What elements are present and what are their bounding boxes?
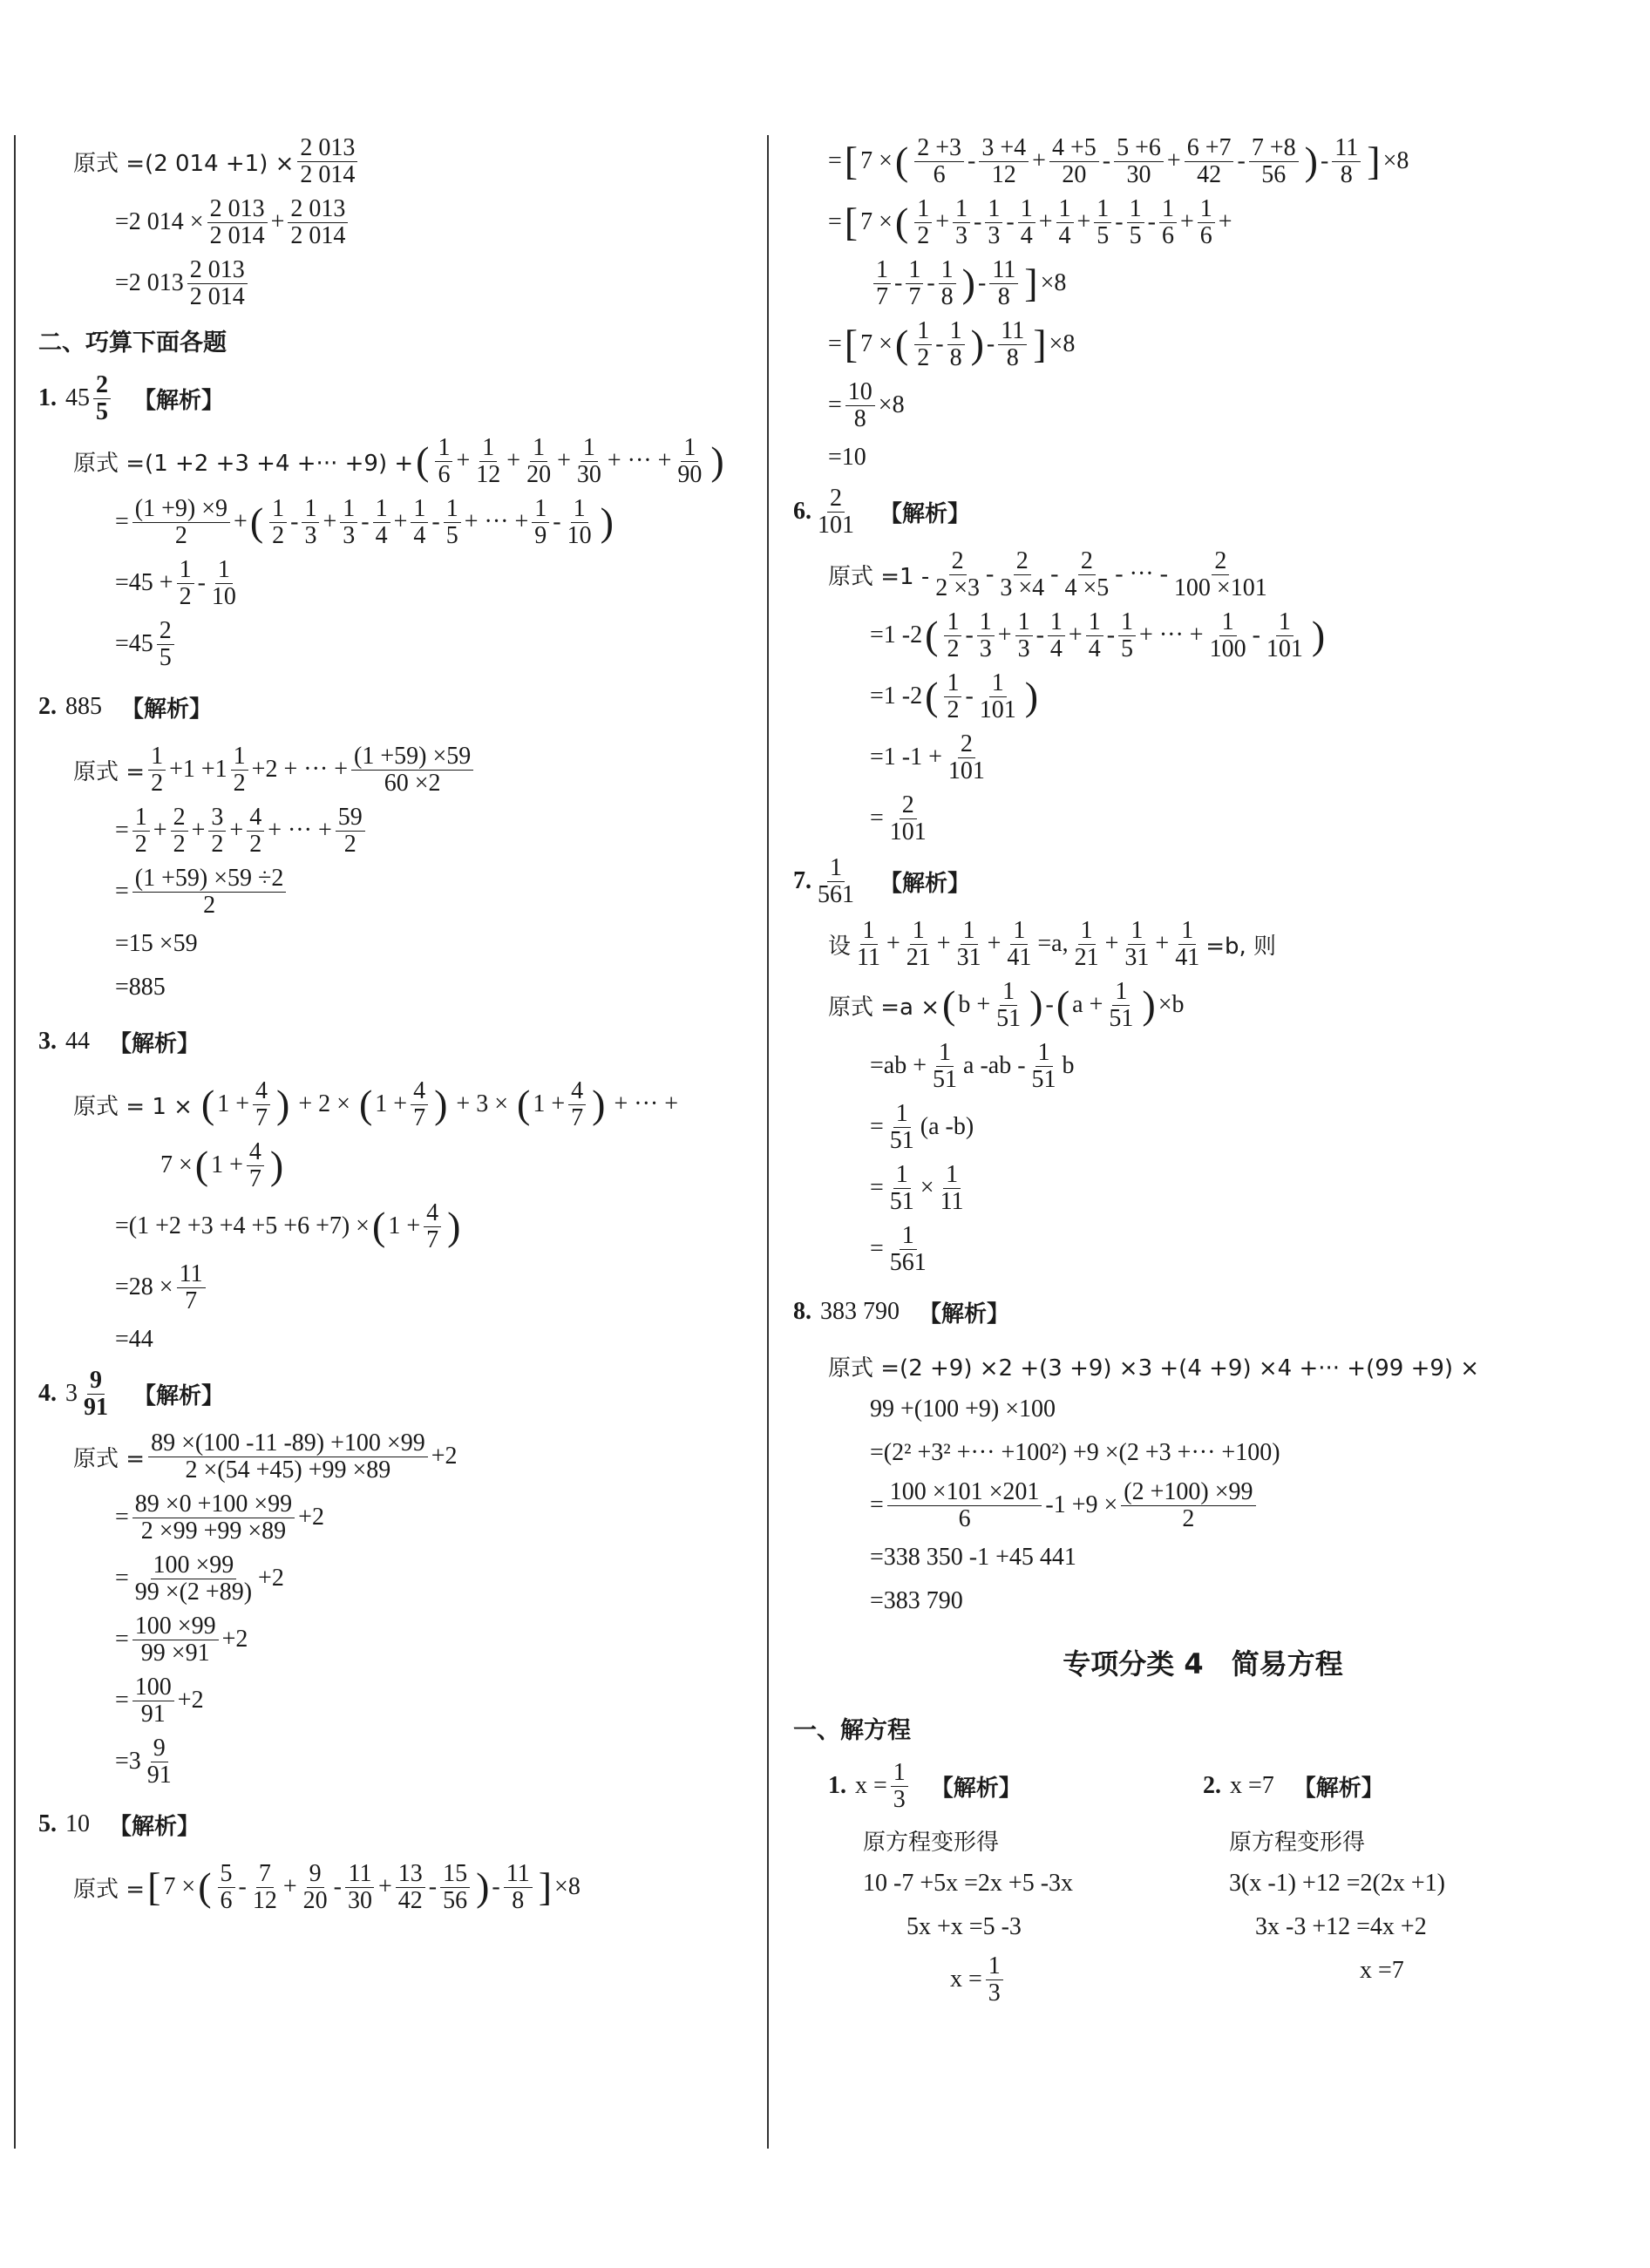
- q8-line-6: =383 790: [870, 1587, 963, 1614]
- q3-line-5: =44: [115, 1326, 153, 1353]
- q5-cont-line-4: = [ 7 × ( $\frac{1}{2}$ - $\frac{1}{8}$ ) - $\frac{11}{8}$ ] ×8: [828, 317, 1076, 371]
- q5-cont-line-6: =10: [828, 444, 866, 471]
- q6-line-5: = $\frac{2}{101}$: [870, 791, 927, 845]
- q8-line-1: 原式 =(2 +9) ×2 +(3 +9) ×3 +(4 +9) ×4 +··· +(99 +9) ×: [828, 1355, 1480, 1382]
- q2-line-3: = $\frac{(1 +59) \times 59 \div 2}{2}$: [38, 861, 753, 922]
- intro-line-2: =2 014 × $\frac{2 013}{2 014}$ + $\frac{2 013}{2 014}$: [38, 192, 753, 253]
- q3-line-1: 原式 = 1 × ( 1 + $\frac{4}{7}$ ) + 2 × ( 1 + $\frac{4}{7}$ ) + 3 × ( 1 + $\frac{4}{7}$ ) + ··· +: [73, 1077, 679, 1131]
- left-margin-line: [14, 135, 16, 2149]
- q4-line-5: = $\frac{100}{91}$ +2: [115, 1674, 204, 1728]
- q2-line-1: 原式 = $\frac{1}{2}$ +1 +1 $\frac{1}{2}$ +2 + ··· + $\frac{(1 +59) \times 59}{60 \times 2}$: [38, 739, 753, 800]
- question-4-header: 4. 3 $\frac{9}{91}$ 【解析】: [38, 1367, 225, 1421]
- chapter-title: 专项分类 4 简易方程: [1063, 1647, 1343, 1681]
- intro-line-1: 原式 =(2 014 +1) × $\frac{2 013}{2 014}$: [38, 131, 753, 192]
- q3-line-4: =28 × $\frac{11}{7}$: [38, 1257, 753, 1318]
- q1-line-2: = $\frac{(1 +9) \times 9}{2}$ + ( $\frac{1}{2}$ - $\frac{1}{3}$ + $\frac{1}{3}$ - $\frac{1}{4}$ + $\frac{1}{4}$ - $\frac{1}{5}$ + ··· + $\frac{1}{9}$ - $\frac{1}{10}$ ): [115, 495, 614, 549]
- question-3-header: 3. 44 【解析】: [38, 1028, 200, 1057]
- q5-cont-line-2: = [ 7 × ( $\frac{1}{2}$ + $\frac{1}{3}$ - $\frac{1}{3}$ - $\frac{1}{4}$ + $\frac{1}{4}$ + $\frac{1}{5}$ - $\frac{1}{5}$ - $\frac{1}{6}$ + $\frac{1}{6}$ +: [828, 195, 1232, 249]
- q1-line-3: =45 + $\frac{1}{2}$ - $\frac{1}{10}$: [115, 556, 236, 610]
- q4-line-4: = $\frac{100 \times 99}{99 \times 91}$ +2: [115, 1613, 248, 1667]
- equation-1: 1. x = $\frac{1}{3}$ 【解析】 原方程变形得 10 -7 +5x =2x +5 -3x 5x +x =5 -3 x = $\frac{1}{3}$: [828, 1759, 1074, 2007]
- q1-line-1: 原式 =(1 +2 +3 +4 +··· +9) + ( $\frac{1}{6}$ + $\frac{1}{12}$ + $\frac{1}{20}$ + $\frac{1}{30}$ + ··· + $\frac{1}{90}$ ): [73, 434, 724, 488]
- question-8-header: 8. 383 790 【解析】: [793, 1298, 1010, 1328]
- q3-line-3: =(1 +2 +3 +4 +5 +6 +7) × ( 1 + $\frac{4}{7}$ ): [115, 1199, 461, 1253]
- q5-cont-line-1: = [ 7 × ( $\frac{2 +3}{6}$ - $\frac{3 +4}{12}$ + $\frac{4 +5}{20}$ - $\frac{5 +6}{30}$ + $\frac{6 +7}{42}$ - $\frac{7 +8}{56}$ ) - $\frac{11}{8}$ ] ×8: [828, 134, 1409, 188]
- q2-line-5: =885: [115, 974, 166, 1001]
- q2-line-4: =15 ×59: [115, 930, 198, 957]
- q5-line-1: 原式 = [ 7 × ( $\frac{5}{6}$ - $\frac{7}{12}$ + $\frac{9}{20}$ - $\frac{11}{30}$ + $\frac{13}{42}$ - $\frac{15}{56}$ ) - $\frac{11}{8}$ ] ×8: [73, 1860, 581, 1914]
- question-1-header: 1. 45 $\frac{2}{5}$ 【解析】: [38, 371, 225, 425]
- q4-line-6: =3 $\frac{9}{91}$: [115, 1735, 172, 1789]
- question-2-header: 2. 885 【解析】: [38, 693, 213, 723]
- q7-line-6: = $\frac{1}{561}$: [870, 1222, 927, 1276]
- q6-line-2: =1 -2 ( $\frac{1}{2}$ - $\frac{1}{3}$ + $\frac{1}{3}$ - $\frac{1}{4}$ + $\frac{1}{4}$ - $\frac{1}{5}$ + ··· + $\frac{1}{100}$ - $\frac{1}{101}$ ): [870, 608, 1326, 662]
- q2-line-2: = $\frac{1}{2}$ + $\frac{2}{2}$ + $\frac{3}{2}$ + $\frac{4}{2}$ + ··· + $\frac{59}{2}$: [38, 800, 753, 861]
- intro-line-3: =2 013 $\frac{2 013}{2 014}$: [38, 253, 753, 314]
- q7-line-1: 设 $\frac{1}{11}$ + $\frac{1}{21}$ + $\frac{1}{31}$ + $\frac{1}{41}$ =a, $\frac{1}{21}$ + $\frac{1}{31}$ + $\frac{1}{41}$ =b, 则: [828, 917, 1277, 971]
- q6-line-1: 原式 =1 - $\frac{2}{2 \times 3}$ - $\frac{2}{3 \times 4}$ - $\frac{2}{4 \times 5}$ - ··· - $\frac{2}{100 \times 101}$: [828, 547, 1267, 601]
- left-column: [38, 131, 753, 1918]
- q1-line-4: =45 $\frac{2}{5}$: [38, 614, 753, 675]
- q7-line-5: = $\frac{1}{51}$ × $\frac{1}{11}$: [870, 1161, 964, 1215]
- question-5-header: 5. 10 【解析】: [38, 1810, 200, 1840]
- question-6-header: 6. $\frac{2}{101}$ 【解析】: [793, 485, 971, 539]
- q5-cont-line-5: = $\frac{10}{8}$ ×8: [828, 378, 905, 432]
- q7-line-2: 原式 =a × ( b + $\frac{1}{51}$ ) - ( a + $\frac{1}{51}$ ) ×b: [828, 978, 1185, 1032]
- q6-line-3: =1 -2 ( $\frac{1}{2}$ - $\frac{1}{101}$ ): [870, 669, 1039, 723]
- q4-line-3: = $\frac{100 \times 99}{99 \times(2 +89)}$ +2: [115, 1552, 284, 1606]
- q4-line-2: = $\frac{89 \times 0 +100 \times 99}{2 \times 99 +99 \times 89}$ +2: [115, 1490, 324, 1545]
- q3-line-2: 7 × ( 1 + $\frac{4}{7}$ ): [160, 1138, 284, 1192]
- q6-line-4: =1 -1 + $\frac{2}{101}$: [870, 730, 985, 784]
- section-heading: 二、巧算下面各题: [38, 329, 227, 356]
- fraction: $\frac{2 013}{2 014}$: [297, 135, 357, 187]
- q8-line-5: =338 350 -1 +45 441: [870, 1544, 1076, 1571]
- q7-line-3: =ab + $\frac{1}{51}$ a -ab - $\frac{1}{51}$ b: [870, 1039, 1075, 1093]
- q4-line-1: 原式 = $\frac{89 \times(100 -11 -89) +100 \times 99}{2 \times(54 +45) +99 \times 89}$ +2: [73, 1429, 458, 1484]
- q5-cont-line-3: $\frac{1}{7}$ - $\frac{1}{7}$ - $\frac{1}{8}$ ) - $\frac{11}{8}$ ] ×8: [793, 253, 1613, 314]
- column-divider: [767, 135, 769, 2149]
- q8-line-3: =(2² +3² +··· +100²) +9 ×(2 +3 +··· +100): [870, 1439, 1280, 1466]
- q7-line-4: = $\frac{1}{51}$ (a -b): [870, 1100, 974, 1154]
- question-7-header: 7. $\frac{1}{561}$ 【解析】: [793, 854, 971, 908]
- right-column: [793, 131, 1613, 2010]
- q8-line-2: 99 +(100 +9) ×100: [870, 1395, 1056, 1423]
- equation-2: 2. x =7 【解析】 原方程变形得 3(x -1) +12 =2(2x +1) 3x -3 +12 =4x +2 x =7: [1203, 1772, 1445, 1984]
- q8-line-4: = $\frac{100 \times 101 \times 201}{6}$ -1 +9 × $\frac{(2 +100) \times 99}{2}$: [793, 1475, 1613, 1536]
- section-heading-equations: 一、解方程: [793, 1716, 911, 1744]
- equations-block: [793, 1754, 1613, 2010]
